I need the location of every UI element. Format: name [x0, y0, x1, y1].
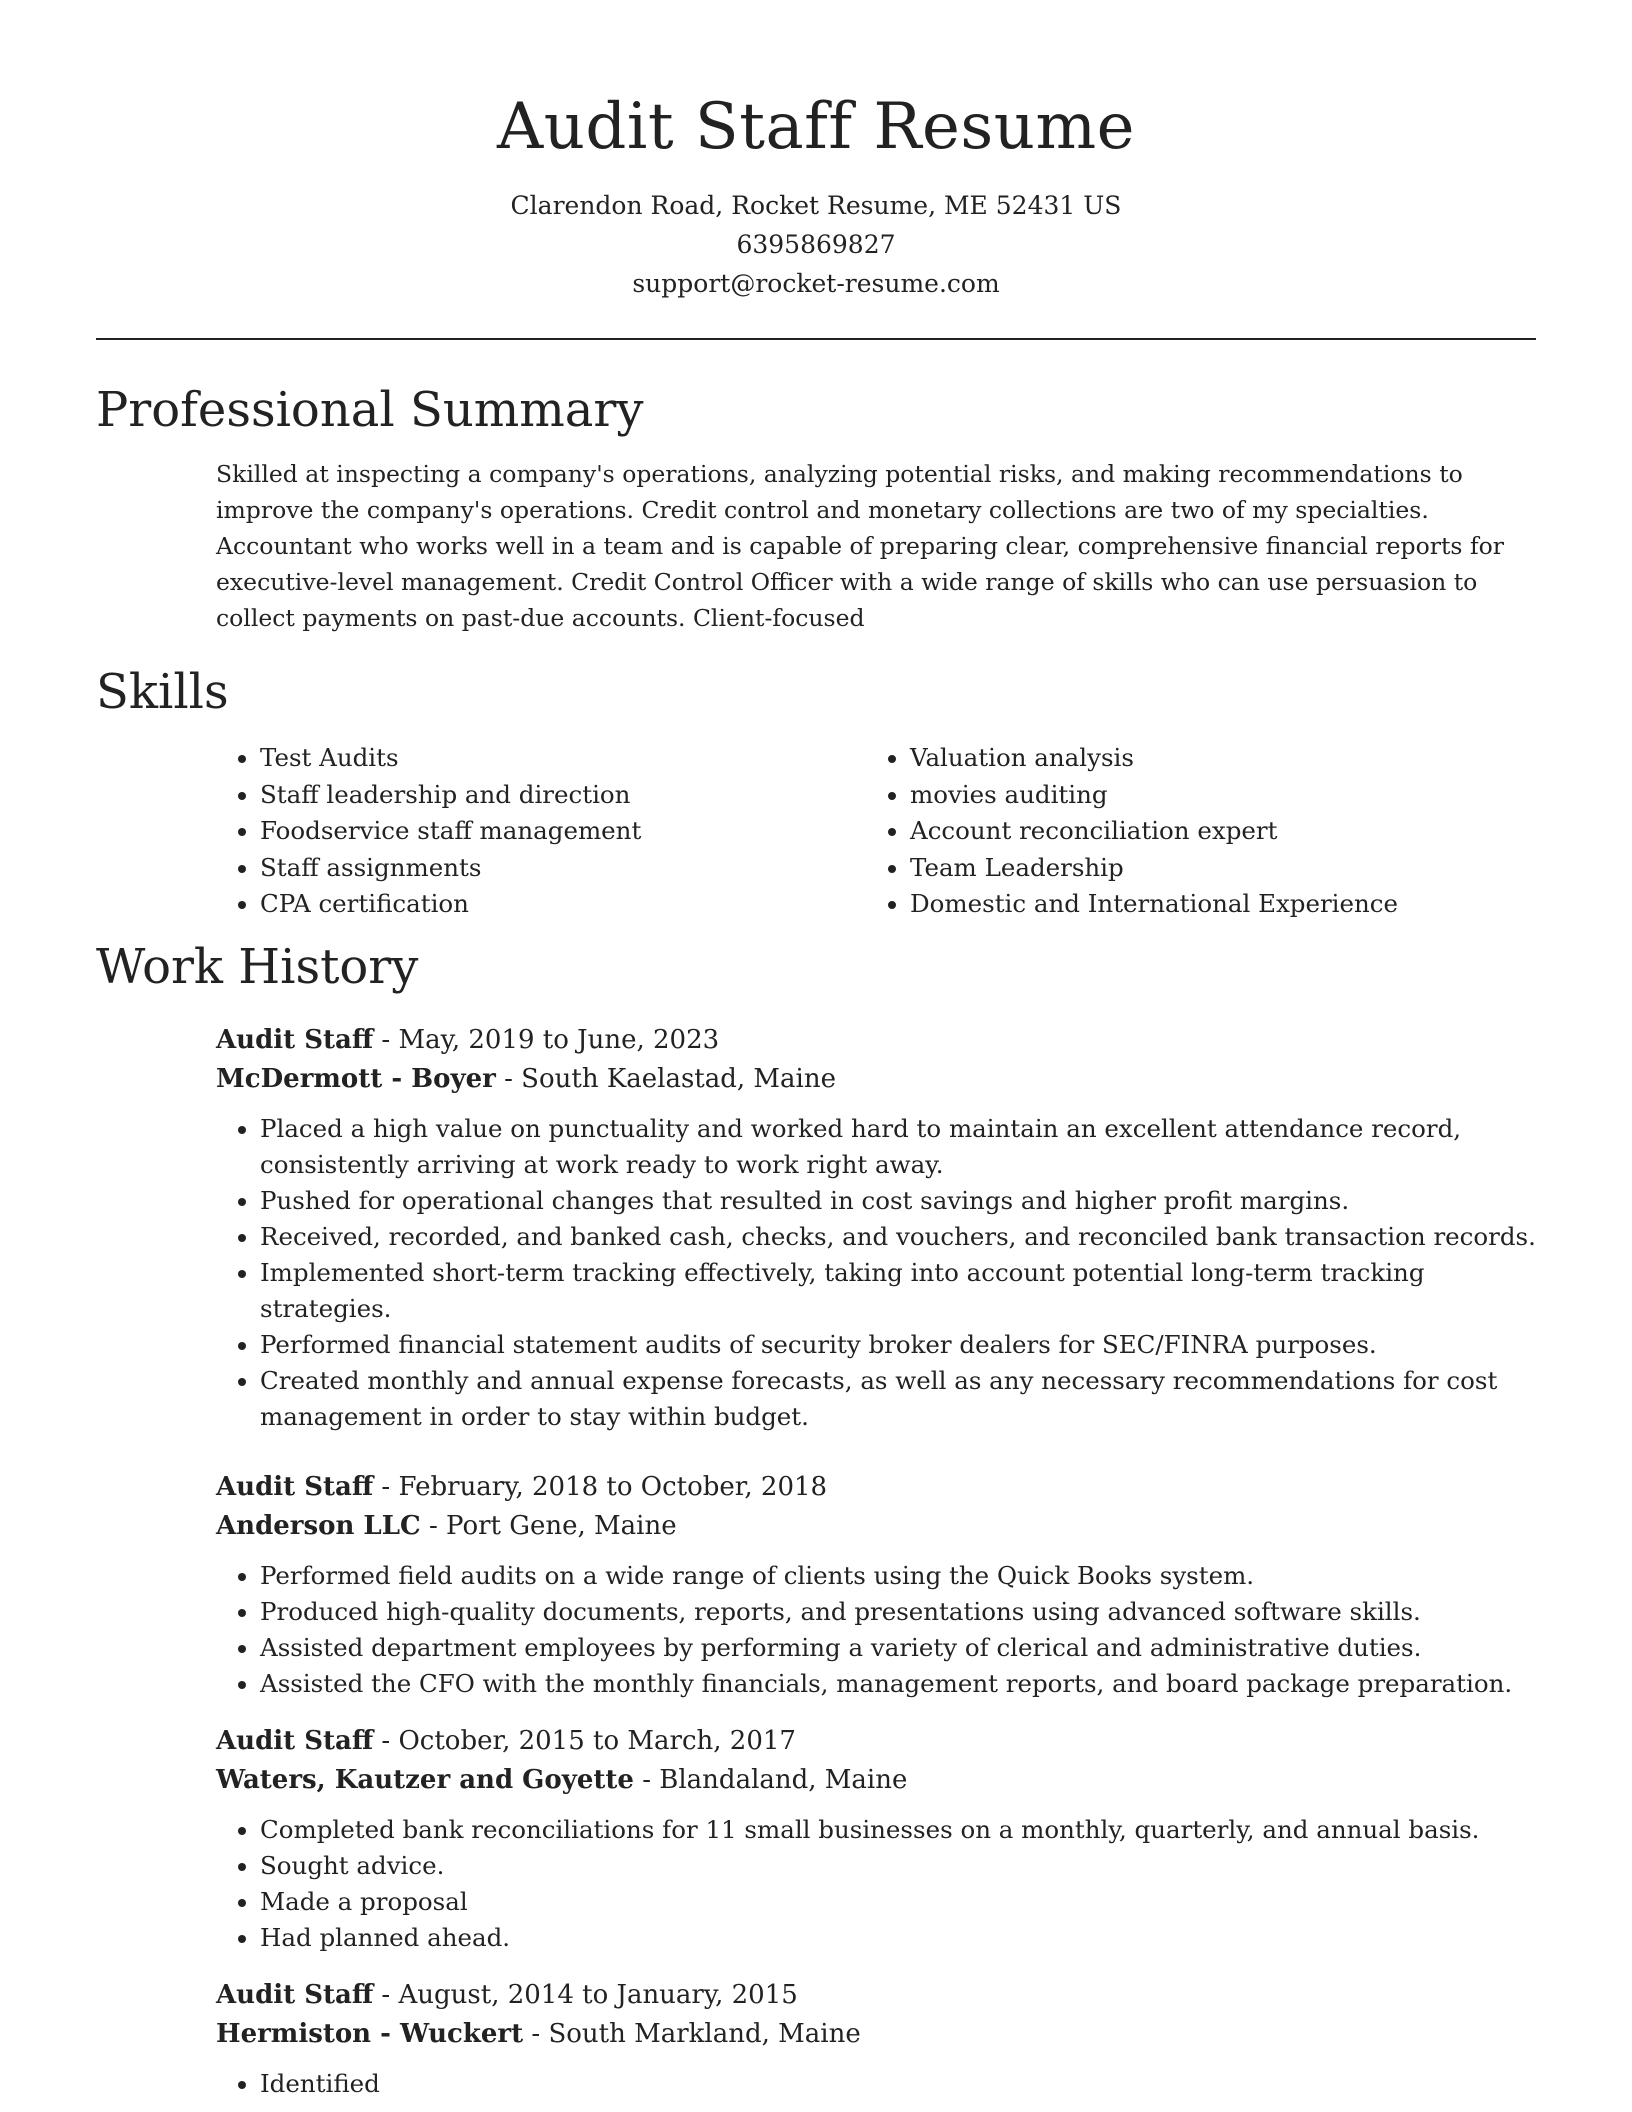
job-entry [216, 1976, 1536, 2102]
job-bullet: • Had planned ahead. [260, 1920, 1550, 1956]
job-bullet: • Created monthly and annual expense forecasts, as well as any necessary recommendations for cost management in order to stay within budget. [260, 1363, 1550, 1435]
job-bullets [216, 2066, 1550, 2102]
job-dates: - May, 2019 to June, 2023 [373, 1024, 720, 1055]
header-divider [96, 338, 1536, 340]
job-role-line [216, 1021, 1536, 1060]
skill-item: • Team Leadership [910, 850, 1398, 887]
job-entry [216, 1722, 1536, 1956]
job-role-line [216, 1976, 1536, 2015]
job-bullet: • Implemented short-term tracking effectively, taking into account potential long-term tracking strategies. [260, 1255, 1550, 1327]
phone-text: 6395869827 [736, 230, 896, 259]
job-entry [216, 1468, 1536, 1702]
job-location: - Port Gene, Maine [420, 1510, 677, 1541]
resume-title: Audit Staff Resume [496, 90, 1136, 164]
job-role: Audit Staff [216, 1725, 374, 1756]
job-role-line [216, 1468, 1536, 1507]
skill-item: • Foodservice staff management [260, 813, 866, 850]
skills-heading: Skills [96, 664, 229, 720]
job-bullet: • Assisted department employees by performing a variety of clerical and administrative duties. [260, 1630, 1550, 1666]
job-role-line [216, 1722, 1536, 1761]
job-bullet: • Pushed for operational changes that resulted in cost savings and higher profit margins. [260, 1183, 1550, 1219]
job-bullet: • Performed field audits on a wide range of clients using the Quick Books system. [260, 1558, 1550, 1594]
job-dates: - February, 2018 to October, 2018 [373, 1471, 828, 1502]
skill-item: • Valuation analysis [910, 740, 1398, 777]
skill-item: • movies auditing [910, 777, 1398, 814]
job-bullet: • Performed financial statement audits of security broker dealers for SEC/FINRA purposes. [260, 1327, 1550, 1363]
job-role: Audit Staff [216, 1024, 374, 1055]
job-location: - Blandaland, Maine [633, 1764, 908, 1795]
job-bullets [216, 1111, 1550, 1435]
job-bullet: • Produced high-quality documents, reports, and presentations using advanced software skills. [260, 1594, 1550, 1630]
work-history-heading: Work History [96, 938, 419, 995]
job-dates: - October, 2015 to March, 2017 [373, 1725, 796, 1756]
job-bullet: • Assisted the CFO with the monthly financials, management reports, and board package preparation. [260, 1666, 1550, 1702]
job-location: - South Kaelastad, Maine [495, 1063, 836, 1094]
summary-text: Skilled at inspecting a company's operations, analyzing potential risks, and making recommendations to improve the company's operations. Credit control and monetary collections are two of my specialties. Accountant who works well in a team and is capable of preparing clear, comprehensive financial reports for executive-level management. Credit Control Officer with a wide range of skills who can use persuasion to collect payments on past-due accounts. Client-focused [216, 460, 1505, 632]
job-company: Hermiston - Wuckert [216, 2018, 524, 2049]
job-bullet: • Identified [260, 2066, 1550, 2102]
job-bullet: • Placed a high value on punctuality and worked hard to maintain an excellent attendance record, consistently arriving at work ready to work right away. [260, 1111, 1550, 1183]
job-dates: - August, 2014 to January, 2015 [373, 1979, 798, 2010]
job-bullet: • Received, recorded, and banked cash, checks, and vouchers, and reconciled bank transaction records. [260, 1219, 1550, 1255]
skill-item: • Staff leadership and direction [260, 777, 866, 814]
job-bullets [216, 1558, 1550, 1702]
resume-page [96, 0, 1536, 2102]
job-role: Audit Staff [216, 1979, 374, 2010]
job-company-line [216, 1507, 1536, 1546]
job-bullet: • Made a proposal [260, 1884, 1550, 1920]
skill-item: • Staff assignments [260, 850, 866, 887]
job-entry [216, 1021, 1536, 1435]
address-text: Clarendon Road, Rocket Resume, ME 52431 US [510, 191, 1122, 220]
job-company: Waters, Kautzer and Goyette [216, 1764, 634, 1795]
skill-item: • Account reconciliation expert [910, 813, 1398, 850]
skill-item: • CPA certification [260, 886, 866, 923]
job-bullets [216, 1812, 1550, 1956]
job-company: McDermott - Boyer [216, 1063, 496, 1094]
job-company-line [216, 2015, 1536, 2054]
job-role: Audit Staff [216, 1471, 374, 1502]
skills-column-left [216, 740, 866, 923]
skills-column-right [866, 740, 1398, 923]
skills-list [216, 740, 1536, 923]
job-bullet: • Sought advice. [260, 1848, 1550, 1884]
job-location: - South Markland, Maine [523, 2018, 861, 2049]
skill-item: • Domestic and International Experience [910, 886, 1398, 923]
contact-block [96, 186, 1536, 303]
skill-item: • Test Audits [260, 740, 866, 777]
job-company: Anderson LLC [216, 1510, 421, 1541]
job-company-line [216, 1060, 1536, 1099]
summary-heading: Professional Summary [96, 382, 644, 438]
email-text: support@rocket-resume.com [632, 269, 1000, 298]
resume-header [96, 0, 1536, 303]
job-company-line [216, 1761, 1536, 1800]
job-bullet: • Completed bank reconciliations for 11 small businesses on a monthly, quarterly, and annual basis. [260, 1812, 1550, 1848]
